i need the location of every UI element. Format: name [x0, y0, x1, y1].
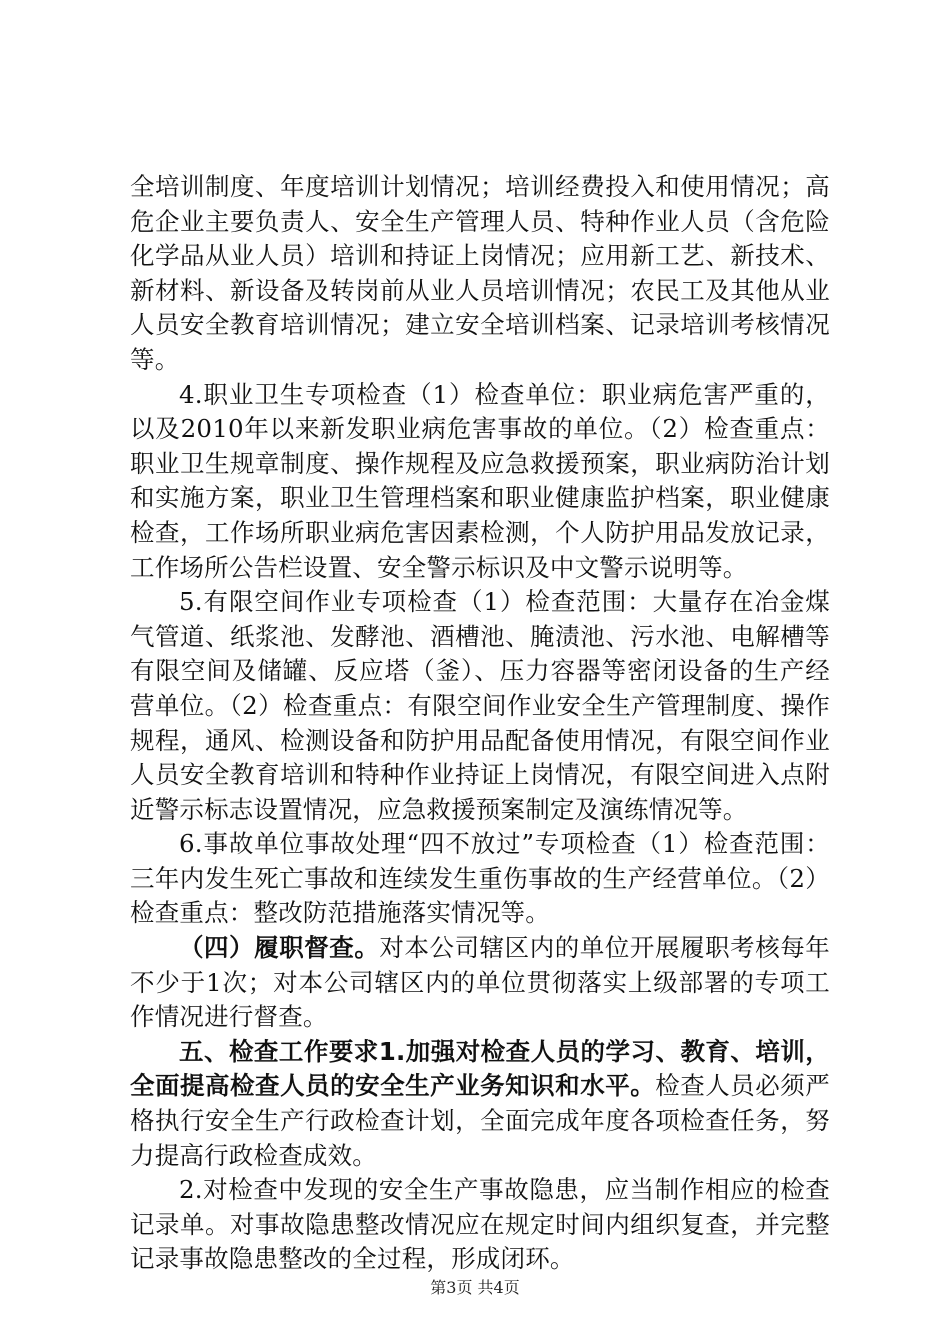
- paragraph-confined-space: [130, 585, 830, 827]
- text-run: 4.职业卫生专项检查（1）检查单位：职业病危害严重的，以及2010年以来新发职业病危害事故的单位。（2）检查重点：职业卫生规章制度、操作规程及应急救援预案，职业病防治计划和实施方案，职业卫生管理档案和职业健康监护档案，职业健康检查，工作场所职业病危害因素检测，个人防护用品发放记录，工作场所公告栏设置、安全警示标识及中文警示说明等。: [130, 379, 830, 582]
- text-run: 5.有限空间作业专项检查（1）检查范围：大量存在冶金煤气管道、纸浆池、发酵池、酒槽池、腌渍池、污水池、电解槽等有限空间及储罐、反应塔（釜）、压力容器等密闭设备的生产经营单位。（2）检查重点：有限空间作业安全生产管理制度、操作规程，通风、检测设备和防护用品配备使用情况，有限空间作业人员安全教育培训和特种作业持证上岗情况，有限空间进入点附近警示标志设置情况，应急救援预案制定及演练情况等。: [130, 587, 830, 824]
- paragraph-hazard-records: [130, 1173, 830, 1277]
- text-run: 6.事故单位事故处理“四不放过”专项检查（1）检查范围：三年内发生死亡事故和连续发生重伤事故的生产经营单位。（2）检查重点：整改防范措施落实情况等。: [130, 829, 830, 928]
- text-run: 检查人员必须严格执行安全生产行政检查计划，全面完成年度各项检查任务，努力提高行政检查成效。: [130, 1071, 830, 1170]
- paragraph-training-cont: [130, 170, 830, 378]
- bold-text-run: （四）履职督查。: [179, 933, 380, 963]
- text-run: 全培训制度、年度培训计划情况；培训经费投入和使用情况；高危企业主要负责人、安全生产管理人员、特种作业人员（含危险化学品从业人员）培训和持证上岗情况；应用新工艺、新技术、新材料、新设备及转岗前从业人员培训情况；农民工及其他从业人员安全教育培训情况；建立安全培训档案、记录培训考核情况等。: [130, 172, 830, 374]
- paragraph-requirements: [130, 1035, 830, 1173]
- paragraph-occupational-health: [130, 378, 830, 586]
- text-run: 2.对检查中发现的安全生产事故隐患，应当制作相应的检查记录单。对事故隐患整改情况应在规定时间内组织复查，并完整记录事故隐患整改的全过程，形成闭环。: [130, 1175, 830, 1274]
- page-footer: 第3页 共4页: [430, 1278, 520, 1297]
- text-run: 对本公司辖区内的单位开展履职考核每年不少于1次；对本公司辖区内的单位贯彻落实上级部署的专项工作情况进行督查。: [130, 933, 830, 1032]
- paragraph-accident-handling: [130, 827, 830, 931]
- document-body: [130, 170, 830, 1277]
- bold-text-run: 五、检查工作要求1.加强对检查人员的学习、教育、培训，全面提高检查人员的安全生产业务知识和水平。: [130, 1036, 830, 1101]
- paragraph-supervision: [130, 931, 830, 1035]
